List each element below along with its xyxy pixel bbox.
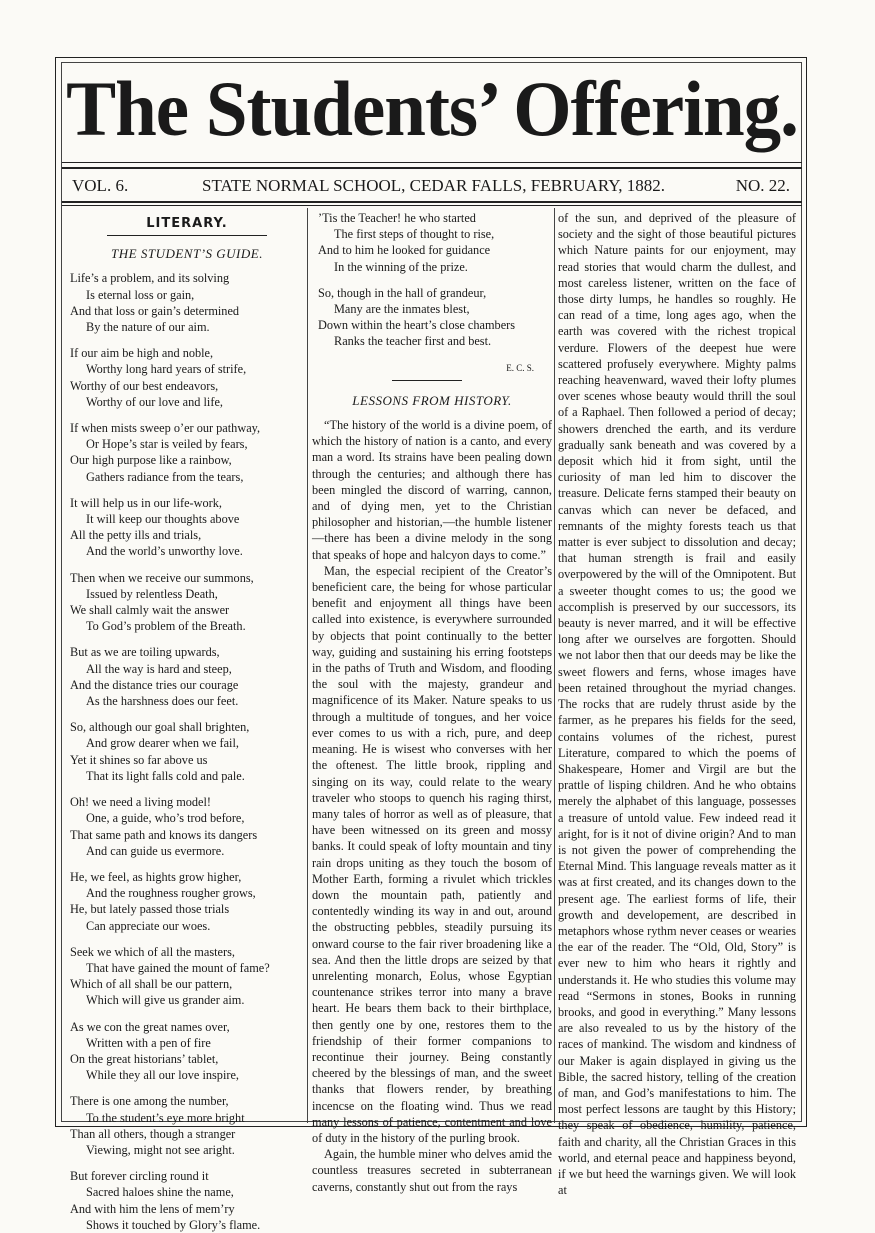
poem-line: The first steps of thought to rise, [334,227,495,242]
poem-line: And grow dearer when we fail, [86,736,239,751]
poem-line: Viewing, might not see aright. [86,1142,235,1157]
poem-line: As the harshness does our feet. [86,694,239,709]
poem-line: And that loss or gain’s determined [70,303,240,318]
poem-stanza [70,794,304,859]
poem-line: It will help us in our life-work, [70,495,222,510]
column-divider-1 [307,208,308,1123]
poem-line: We shall calmly wait the answer [70,603,230,618]
poem-continuation [312,210,552,350]
poem-line: Or Hope’s star is veiled by fears, [86,437,248,452]
poem-body [70,270,304,1233]
poem-line: And with him the lens of mem’ry [70,1201,235,1216]
poem-line: To the student’s eye more bright [86,1110,245,1125]
poem-line: In the winning of the prize. [334,259,468,274]
poem-stanza [70,1093,304,1158]
poem-line: Which will give us grander aim. [86,993,245,1008]
poem-line: Sacred haloes shine the name, [86,1185,234,1200]
poem-stanza [70,420,304,485]
poem-line: Life’s a problem, and its solving [70,271,230,286]
poem-stanza [70,719,304,784]
poem-line: Worthy of our love and life, [86,394,223,409]
poem-stanza [70,644,304,709]
masthead-rule-thick [62,167,802,169]
poem-line: One, a guide, who’s trod before, [86,811,245,826]
poem-line: All the way is hard and steep, [86,661,232,676]
poem-line: He, but lately passed those trials [70,902,230,917]
poem-stanza [70,944,304,1009]
poem-stanza [70,1019,304,1084]
column-1 [70,210,304,1232]
article-title: LESSONS FROM HISTORY. [352,392,512,408]
poem-line: But forever circling round it [70,1169,209,1184]
masthead-rule-top [62,162,802,163]
poem-line: As we con the great names over, [70,1019,230,1034]
poem-line: If our aim be high and noble, [70,346,214,361]
section-heading-rule [107,235,267,236]
poem-stanza [70,570,304,635]
poem-line: Can appreciate our woes. [86,918,211,933]
volume-label: VOL. 6. [72,176,129,195]
poem-line: Ranks the teacher first and best. [334,334,492,349]
article-body-col2 [312,417,552,1195]
dateline-rule-thin [62,205,802,206]
signature-rule [392,380,462,381]
poem-stanza [70,345,304,410]
poem-line: Worthy of our best endeavors, [70,378,219,393]
poem-line: Issued by relentless Death, [86,586,218,601]
poem-line: And the distance tries our courage [70,677,239,692]
poem-line: Which of all shall be our pattern, [70,977,233,992]
poem-line: Gathers radiance from the tears, [86,469,244,484]
poem-line: And can guide us evermore. [86,843,225,858]
poem-stanza [70,270,304,335]
column-divider-2 [554,208,555,1123]
poem-line: Written with a pen of fire [86,1035,211,1050]
school-date-line: STATE NORMAL SCHOOL, CEDAR FALLS, FEBRUARY, 1882. [202,176,666,195]
article-paragraph: Man, the especial recipient of the Creator’s beneficient care, the being for whose particular benefit and enjoyment all things have been called into existence, is everywhere surrounded by objects that point continually to the better way, guiding and sustaining his erring footsteps in the paths of Truth and Wisdom, and flooding the soul with the majesty, grandeur and magnificence of its Maker. Nature speaks to us through a multitude of tongues, and her voice ever comes to us with a rich, pure, and deep meaning. He is wisest who converses with her the oftenest. The little brook, rippling and singing on its way, could relate to the weary traveler who stoops to quench his raging thirst, many tales of horror as well as of pleasure, that have been witnessed on its green and mossy banks. It could speak of lofty mountain and tiny rain drops uniting as they touch the bosom of Mother Earth, forming a rivulet which trickles down the mountain path, patiently and contentedly winding its way in and out, around the obstructing pebbles, steadily pursuing its onward course to the fair river broadening like a sea. And then the little drops are seized by that unrelenting monarch, Eolus, whose Egyptian countenance strikes terror into many a brave heart. He bears them back to their birthplace, then gently one by one, restores them to the friendship of their former companions to recontinue their journey. Being constantly cheered by the blessings of man, and the sweet thanks that flowers render, by breathing incencse on the floating wind. Thus we read many lessons of patience, contentment and love of duty in the history of the purling brook. [312,563,552,1145]
section-heading: LITERARY. [146,216,228,231]
poem-stanza [70,495,304,560]
poem-line: It will keep our thoughts above [86,512,240,527]
poem-line: Worthy long hard years of strife, [86,362,247,377]
poem-line: Seek we which of all the masters, [70,944,235,959]
poem-line: And the roughness rougher grows, [86,886,256,901]
poem-line: To God’s problem of the Breath. [86,619,246,634]
poem-stanza [318,285,552,350]
poem-line: Than all others, though a stranger [70,1126,236,1141]
poem-line: But as we are toiling upwards, [70,645,220,660]
poem-line: So, though in the hall of grandeur, [318,285,487,300]
poem-line: That its light falls cold and pale. [86,768,245,783]
poem-line: By the nature of our aim. [86,320,210,335]
poem-line: And to him he looked for guidance [318,243,491,258]
poem-title: THE STUDENT’S GUIDE. [111,246,263,262]
issue-number: NO. 22. [735,176,790,195]
dateline-rule-thick [62,201,802,203]
article-paragraph: of the sun, and deprived of the pleasure of society and the sight of those beautiful pictures which Nature paints for our enjoyment, may read stories that would charm the dullest, and most careless listener, written on the face of those dirty lumps, he handles so roughly. He can read of a time, long ages ago, when the earth was covered with the richest tropical verdure. Flowers of the deepest hue were scattered profusely everywhere. Mighty palms reaching heavenward, waved their lofty plumes over scenes whose beauty would thrill the soul of a Raphael. Then followed a period of decay; showers drenched the earth, and its verdure gradually sank beneath and was covered by a deposit which hid it from sight, until the curiosity of man led him to discover the treasure. Delicate ferns stamped their beauty on canvas which can never be defaced, and remnants of the mighty forests teach us that matter is ever subject to dissolution and decay; that human strength is frail and easily overpowered by the will of the Omnipotent. But a sweeter thought comes to us; the good we accomplish is preserved by our successors, its beauty is never marred, and it will be effective long after we ourselves are forgotten. Should we not labor then that our deeds may be like the sweet flowers and ferns, whose images have been retained throughout the myriad changes. The rocks that are rudely thrust aside by the farmer, as he prepares his fields for the seed, contains volumes of the richest, purest Literature, compared to which the poems of Shakespeare, Homer and Virgil are but the prattle of lisping children. And he who obtains merely the alphabet of this language, possesses a treasure of untold value. Few indeed read it aright, for is it not of divine origin? And to man is not given the power of comprehending the Eternal Mind. This language reveals matter as it was at first created, and its changes down to the present age. The earliest forms of life, their growth and developement, are described in metaphors whose rythm never ceases or wearies the ear of the reader. The “Old, Old, Story” is ever new to him who hears it rightly and understands it. He who studies this volume may read “Sermons in stones, Books in running brooks, and good in everything.” Many lessons are also revealed to us by the history of the races of mankind. The wisdom and kindness of our Maker is again displayed in giving us the Bible, the sacred history, telling of the creation of man, and God’s manifestations to him. The most perfect lessons are taught by this History; they speak of obedience, humility, patience, faith and charity, all the Christian Graces in this world, and eternal peace and happiness beyond, if we but heed the warnings given. We will look at [558,211,796,1198]
poem-line: Then when we receive our summons, [70,570,254,585]
poem-line: On the great historians’ tablet, [70,1051,219,1066]
poem-signature: E. C. S. [506,362,534,373]
poem-line: And the world’s unworthy love. [86,544,243,559]
poem-line: Many are the inmates blest, [334,302,470,317]
poem-stanza [70,869,304,934]
poem-stanza [70,1168,304,1233]
poem-stanza [318,210,552,275]
poem-line: Our high purpose like a rainbow, [70,453,232,468]
poem-line: So, although our goal shall brighten, [70,720,250,735]
poem-line: Oh! we need a living model! [70,795,212,810]
poem-line: All the petty ills and trials, [70,528,202,543]
column-3 [558,210,796,1198]
poem-line: ’Tis the Teacher! he who started [318,211,476,225]
poem-line: There is one among the number, [70,1094,229,1109]
poem-line: He, we feel, as hights grow higher, [70,869,242,884]
article-paragraph: Again, the humble miner who delves amid the countless treasures secreted in subterranean caverns, constantly shut out from the rays [312,1147,552,1194]
article-paragraph: “The history of the world is a divine poem, of which the history of nation is a canto, and every man a word. Its strains have been pealing down through the centuries; and although there has been mingled the discord of warring, cannon, and of dying men, yet to the Christian philosopher and historian,—the humble listener—there has been a divine melody in the song that speaks of hope and halcyon days to come.” [312,418,552,562]
masthead-title: The Students’ Offering. [66,65,798,154]
poem-line: While they all our love inspire, [86,1068,239,1083]
poem-line: Is eternal loss or gain, [86,287,195,302]
article-body-col3 [558,210,796,1198]
poem-line: If when mists sweep o’er our pathway, [70,421,261,436]
dateline [62,176,802,198]
poem-line: That same path and knows its dangers [70,827,258,842]
poem-line: Shows it touched by Glory’s flame. [86,1217,261,1232]
poem-line: That have gained the mount of fame? [86,960,270,975]
poem-line: Yet it shines so far above us [70,752,208,767]
poem-line: Down within the heart’s close chambers [318,318,516,333]
column-2 [312,210,552,1194]
